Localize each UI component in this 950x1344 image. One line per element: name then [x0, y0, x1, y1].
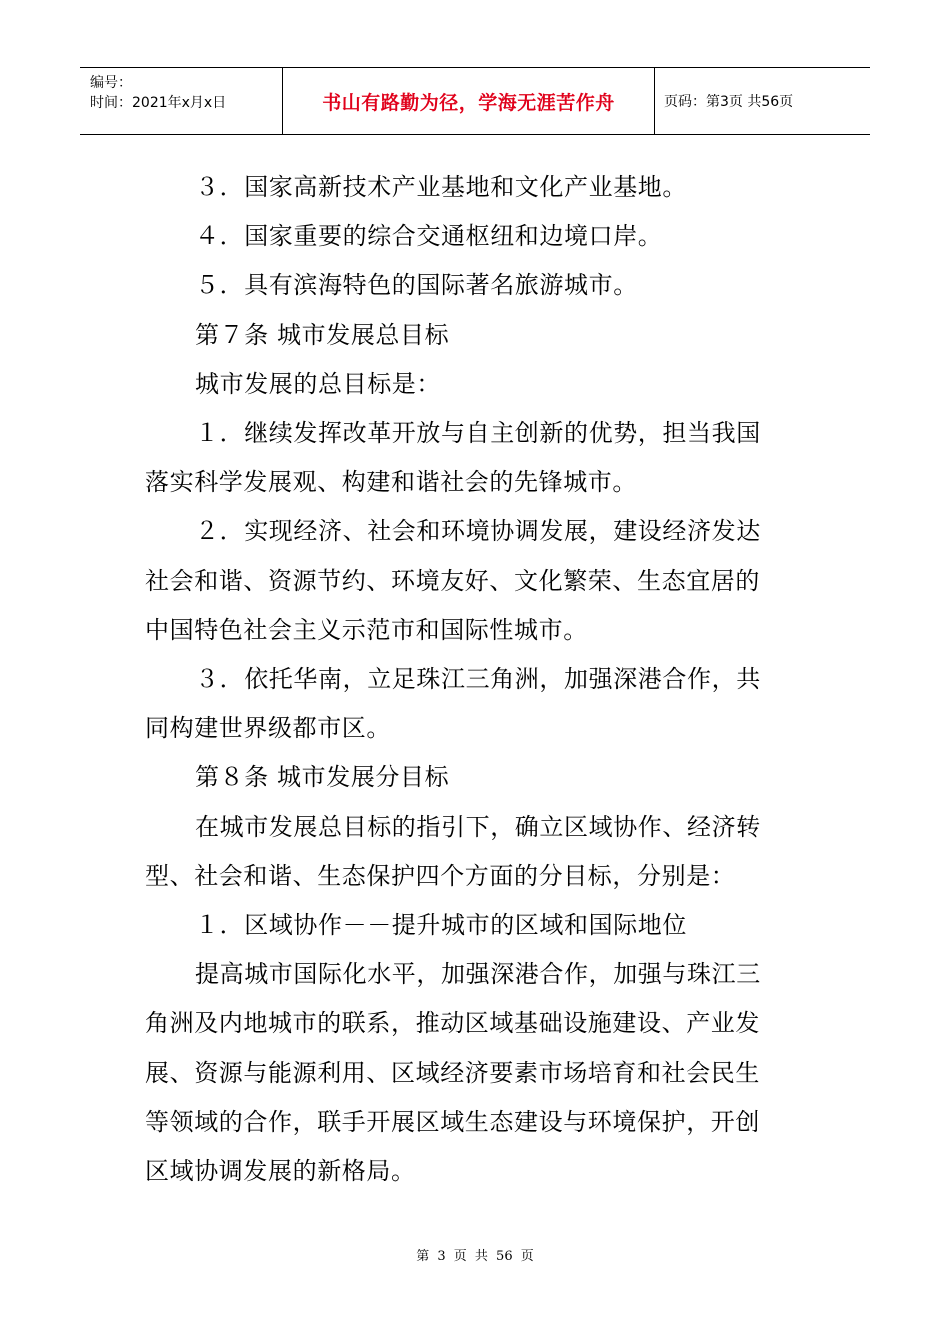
body-line: 区域协调发展的新格局。: [145, 1157, 416, 1186]
body-line: 展、资源与能源利用、区域经济要素市场培育和社会民生: [145, 1058, 760, 1087]
page-footer: 第 3 页 共 56 页: [416, 1249, 534, 1264]
body-line: ２．实现经济、社会和环境协调发展，建设经济发达: [195, 517, 761, 546]
body-line: 落实科学发展观、构建和谐社会的先锋城市。: [145, 468, 637, 497]
header-motto: 书山有路勤为径，学海无涯苦作舟: [283, 68, 655, 134]
header-meta-cell: [80, 68, 283, 134]
body-line: １．区域协作－－提升城市的区域和国际地位: [195, 911, 687, 940]
body-line: 在城市发展总目标的指引下，确立区域协作、经济转: [195, 812, 761, 841]
header-page-info: 页码：第3页 共56页: [664, 94, 794, 110]
body-line: 社会和谐、资源节约、环境友好、文化繁荣、生态宜居的: [145, 566, 760, 595]
document-date-label: 时间：2021年x月x日: [90, 95, 227, 111]
body-line: 角洲及内地城市的联系，推动区域基础设施建设、产业发: [145, 1009, 760, 1038]
body-line: ３．国家高新技术产业基地和文化产业基地。: [195, 173, 687, 201]
body-line: ４．国家重要的综合交通枢纽和边境口岸。: [195, 222, 663, 251]
body-line: 型、社会和谐、生态保护四个方面的分目标，分别是：: [145, 861, 736, 890]
article-heading: 第８条 城市发展分目标: [195, 763, 450, 792]
body-line: ５．具有滨海特色的国际著名旅游城市。: [195, 271, 638, 300]
document-header: [80, 67, 870, 135]
document-body: [145, 163, 810, 1196]
body-line: 同构建世界级都市区。: [145, 714, 391, 743]
article-heading: 第７条 城市发展总目标: [195, 320, 450, 349]
body-line: 城市发展的总目标是：: [195, 369, 441, 398]
body-line: 中国特色社会主义示范市和国际性城市。: [145, 615, 588, 644]
body-line: １．继续发挥改革开放与自主创新的优势，担当我国: [195, 419, 761, 448]
document-number-label: 编号：: [90, 75, 132, 91]
body-line: 提高城市国际化水平，加强深港合作，加强与珠江三: [195, 960, 761, 989]
body-line: 等领域的合作，联手开展区域生态建设与环境保护，开创: [145, 1107, 760, 1136]
body-line: ３．依托华南，立足珠江三角洲，加强深港合作，共: [195, 665, 761, 694]
